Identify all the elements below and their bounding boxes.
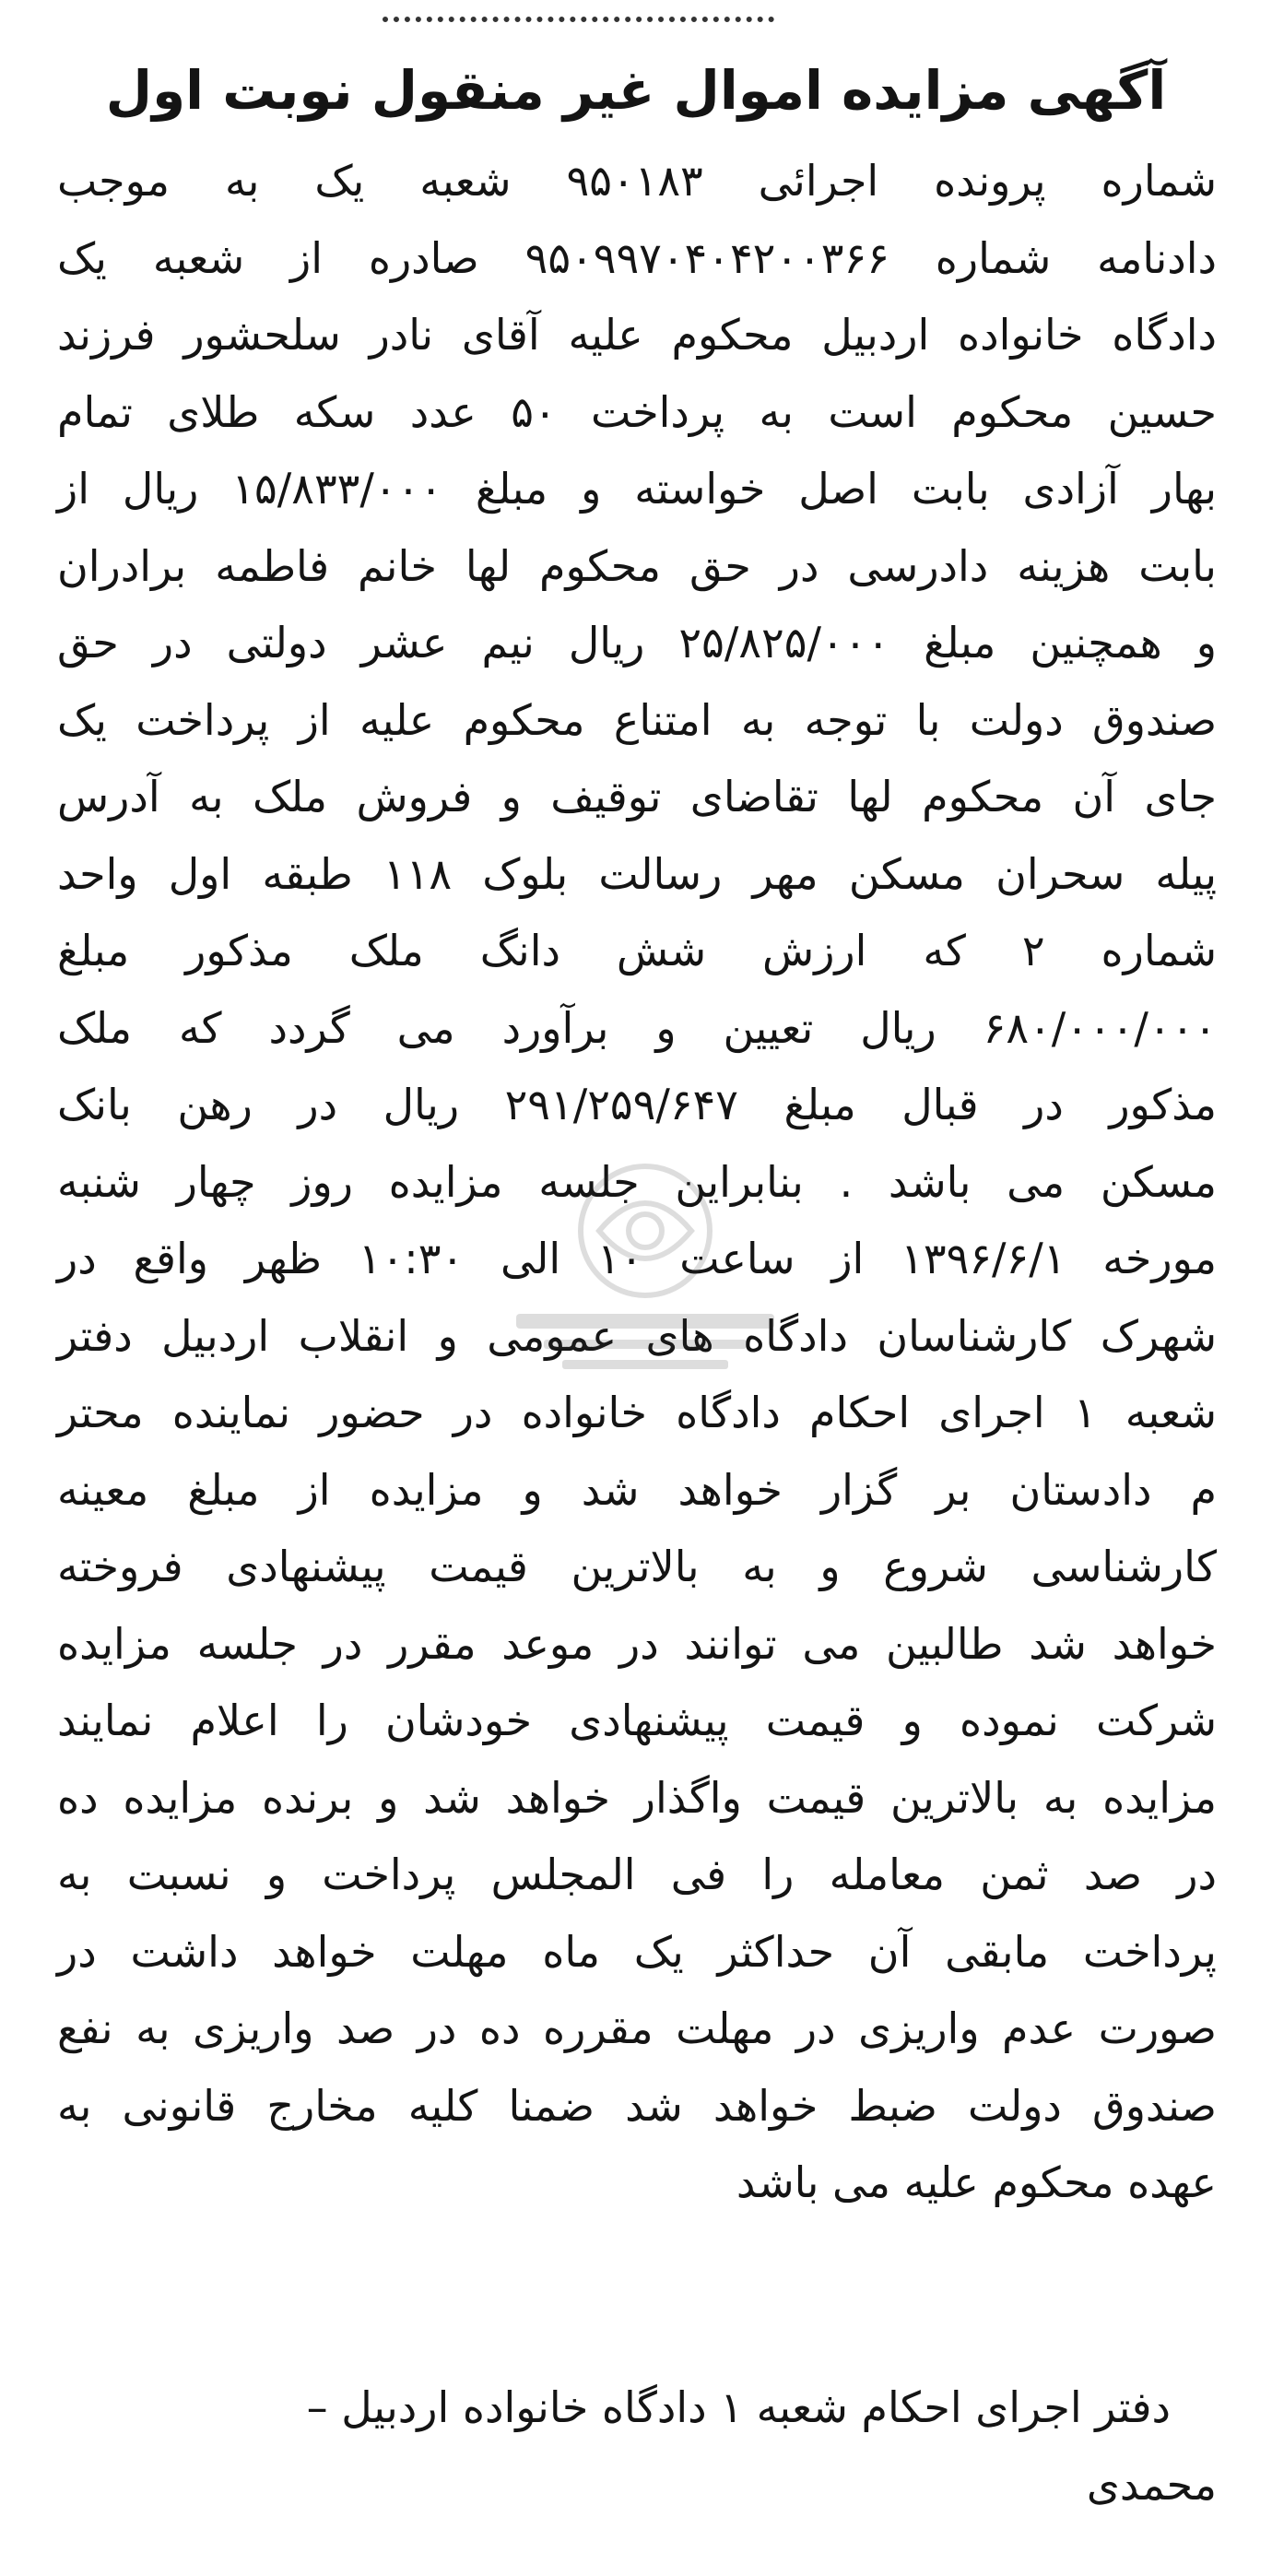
body-line: ۶۸۰/۰۰۰/۰۰۰ ریال تعیین و برآورد می گردد که ملک xyxy=(57,1002,1217,1053)
body-line: حسین محکوم است به پرداخت ۵۰ عدد سکه طلای تمام xyxy=(57,386,1217,437)
body-line: مزایده به بالاترین قیمت واگذار خواهد شد و برنده مزایده ده xyxy=(57,1772,1217,1823)
body-line: شرکت نموده و قیمت پیشنهادی خودشان را اعلام نمایند xyxy=(57,1696,1217,1745)
body-line: پرداخت مابقی آن حداکثر یک ماه مهلت خواهد داشت در xyxy=(57,1926,1217,1977)
body-line: شماره پرونده اجرائی ۹۵۰۱۸۳ شعبه یک به موجب xyxy=(57,156,1217,206)
body-line: دادگاه خانواده اردبیل محکوم علیه آقای نادر سلحشور فرزند xyxy=(57,310,1217,360)
body-line: در صد ثمن معامله را فی المجلس پرداخت و نسبت به xyxy=(57,1849,1217,1899)
notice-signature xyxy=(57,2369,1217,2523)
body-line: مذکور در قبال مبلغ ۲۹۱/۲۵۹/۶۴۷ ریال در رهن بانک xyxy=(57,1080,1218,1129)
body-line: شماره ۲ که ارزش شش دانگ ملک مذکور مبلغ xyxy=(57,926,1218,975)
body-line: جای آن محکوم لها تقاضای توقیف و فروش ملک به آدرس xyxy=(57,772,1217,821)
body-line: دادنامه شماره ۹۵۰۹۹۷۰۴۰۴۲۰۰۳۶۶ صادره از شعبه یک xyxy=(57,232,1217,283)
body-line: کارشناسی شروع و به بالاترین قیمت پیشنهادی فروخته xyxy=(57,1542,1217,1591)
body-line: شهرک کارشناسان دادگاه های عمومی و انقلاب اردبیل دفتر xyxy=(57,1310,1217,1361)
body-line: شعبه ۱ اجرای احکام دادگاه خانواده در حضور نماینده محتر xyxy=(57,1388,1217,1437)
body-line: صندوق دولت ضبط خواهد شد ضمنا کلیه مخارج قانونی به xyxy=(57,2080,1217,2131)
body-line: و همچنین مبلغ ۲۵/۸۲۵/۰۰۰ ریال نیم عشر دولتی در حق xyxy=(57,618,1218,668)
notice-title: آگهی مزایده اموال غیر منقول نوبت اول xyxy=(105,59,1167,122)
body-line: صورت عدم واریزی در مهلت مقرره ده در صد واریزی به نفع xyxy=(57,2003,1217,2053)
body-line: پیله سحران مسکن مهر رسالت بلوک ۱۱۸ طبقه اول واحد xyxy=(57,848,1217,899)
signature-name: محمدی xyxy=(1086,2459,1217,2510)
body-line-last: عهده محکوم علیه می باشد xyxy=(736,2157,1217,2207)
body-line: مسکن می باشد . بنابراین جلسه مزایده روز چهار شنبه xyxy=(57,1156,1217,1207)
body-line: بابت هزینه دادرسی در حق محکوم لها خانم فاطمه برادران xyxy=(57,540,1217,591)
top-dotted-divider xyxy=(383,17,774,22)
signature-office: دفتر اجرای احکام شعبه ۱ دادگاه خانواده اردبیل – xyxy=(306,2382,1171,2432)
body-line: خواهد شد طالبین می توانند در موعد مقرر در جلسه مزایده xyxy=(57,1618,1217,1669)
parsnamad-watermark-logo xyxy=(461,1129,830,1406)
body-line: م دادستان بر گزار خواهد شد و مزایده از مبلغ معینه xyxy=(57,1464,1217,1515)
body-line: صندوق دولت با توجه به امتناع محکوم علیه از پرداخت یک xyxy=(57,694,1217,745)
body-line: مورخه ۱۳۹۶/۶/۱ از ساعت ۱۰ الی ۱۰:۳۰ ظهر واقع در xyxy=(57,1234,1217,1283)
body-line: بهار آزادی بابت اصل خواسته و مبلغ ۱۵/۸۳۳/۰۰۰ ریال از xyxy=(57,464,1217,514)
